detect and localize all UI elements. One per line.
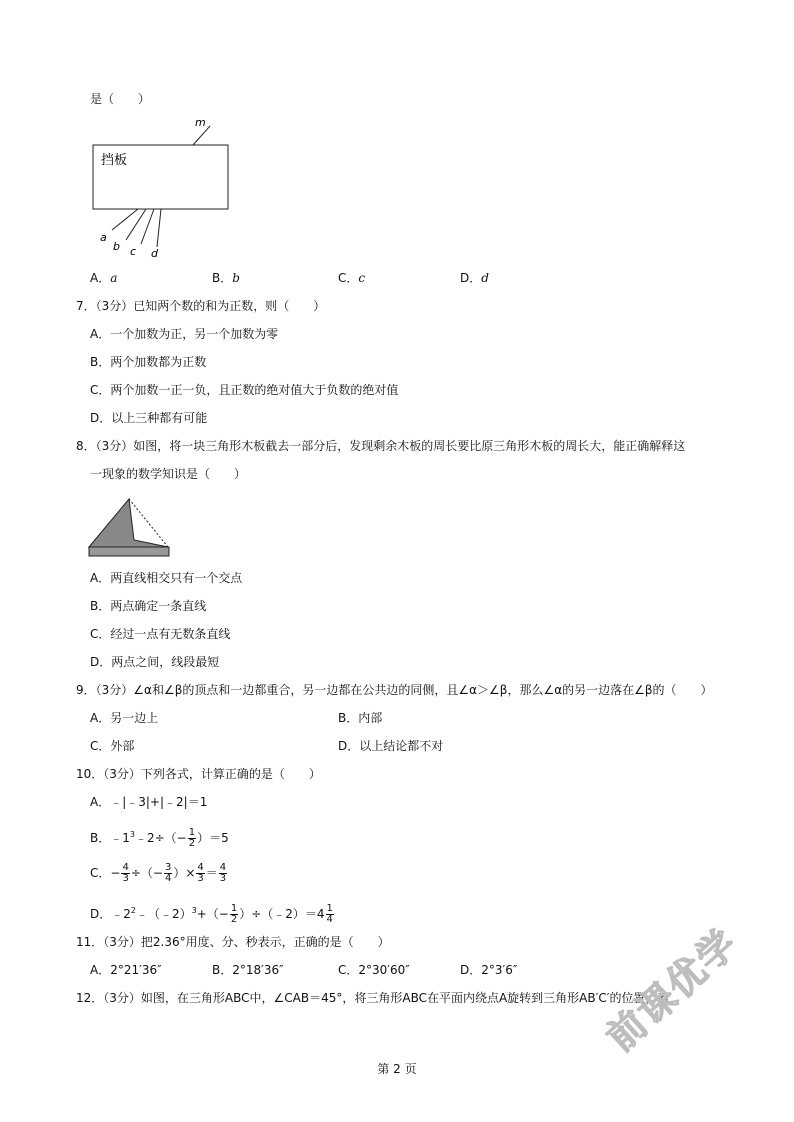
q9-option-b[interactable]: B．内部 [338,711,383,725]
label-a: a [100,231,107,244]
q11-option-c[interactable]: C．2°30′60″ [338,963,410,977]
q12-stem: 12．（3分）如图，在三角形ABC中，∠CAB＝45°，将三角形ABC在平面内绕点A旋转到三角形AB′C′的位置，若 [76,991,670,1005]
q6-option-a[interactable]: A．a [90,271,118,285]
q6-figure [88,112,248,264]
q10-option-a[interactable]: A．﹣|﹣3|+|﹣2|＝1 [90,795,208,809]
q8-stem-line2: 一现象的数学知识是（ ） [90,467,247,481]
q9-option-a[interactable]: A．另一边上 [90,711,159,725]
q10-stem: 10．（3分）下列各式，计算正确的是（ ） [76,767,321,781]
q8-option-c[interactable]: C．经过一点有无数条直线 [90,627,231,641]
q7-option-c[interactable]: C．两个加数一正一负，且正数的绝对值大于负数的绝对值 [90,383,399,397]
line-d [157,209,161,247]
watermark: 前课优学 [598,920,747,1060]
q10-option-c[interactable]: C．− $\frac{4}{3}$ ÷（− $\frac{3}{4}$ ）× $\frac{4}{3}$ ＝ $\frac{4}{3}$ [90,862,227,884]
board-edge [89,547,169,556]
q9-option-c[interactable]: C．外部 [90,739,135,753]
q8-stem-line1: 8．（3分）如图，将一块三角形木板截去一部分后，发现剩余木板的周长要比原三角形木板的周长大，能正确解释这 [76,439,686,453]
q7-option-b[interactable]: B．两个加数都为正数 [90,355,207,369]
q8-figure [88,494,174,560]
q7-option-d[interactable]: D．以上三种都有可能 [90,411,208,425]
q8-option-a[interactable]: A．两直线相交只有一个交点 [90,571,243,585]
q6-stem-tail: 是（ ） [90,92,151,106]
q9-stem: 9．（3分）∠α和∠β的顶点和一边都重合，另一边都在公共边的同侧，且∠α＞∠β，那么∠α的另一边落在∠β的（ ） [76,683,713,697]
label-m: m [195,116,206,129]
label-c: c [130,245,137,258]
q6-option-b[interactable]: B．b [212,271,240,285]
remaining-board [89,499,168,547]
page-number: 第 2 页 [377,1062,417,1076]
q11-option-b[interactable]: B．2°18′36″ [212,963,284,977]
label-d: d [151,247,158,260]
q6-option-d[interactable]: D．d [460,271,489,285]
q11-option-d[interactable]: D．2°3′6″ [460,963,518,977]
line-b [126,209,146,240]
label-b: b [113,240,120,253]
q8-option-d[interactable]: D．两点之间，线段最短 [90,655,220,669]
q11-option-a[interactable]: A．2°21′36″ [90,963,162,977]
q11-stem: 11．（3分）把2.36°用度、分、秒表示，正确的是（ ） [76,935,390,949]
board-label: 挡板 [101,153,128,168]
q10-option-b[interactable]: B．$﹣1^3﹣2\div(-$ $\frac{1}{2}$ ）＝5 [90,827,229,849]
q7-option-a[interactable]: A．一个加数为正，另一个加数为零 [90,327,279,341]
q7-stem: 7．（3分）已知两个数的和为正数，则（ ） [76,299,326,313]
q6-option-c[interactable]: C．c [338,271,366,285]
q8-option-b[interactable]: B．两点确定一条直线 [90,599,207,613]
q9-option-d[interactable]: D．以上结论都不对 [338,739,444,753]
q10-option-d[interactable]: D．$﹣2^2﹣(﹣2)^3+(-$ $\frac{1}{2}$ ）÷（﹣2）＝4 $\frac{1}{4}$ [90,903,333,925]
